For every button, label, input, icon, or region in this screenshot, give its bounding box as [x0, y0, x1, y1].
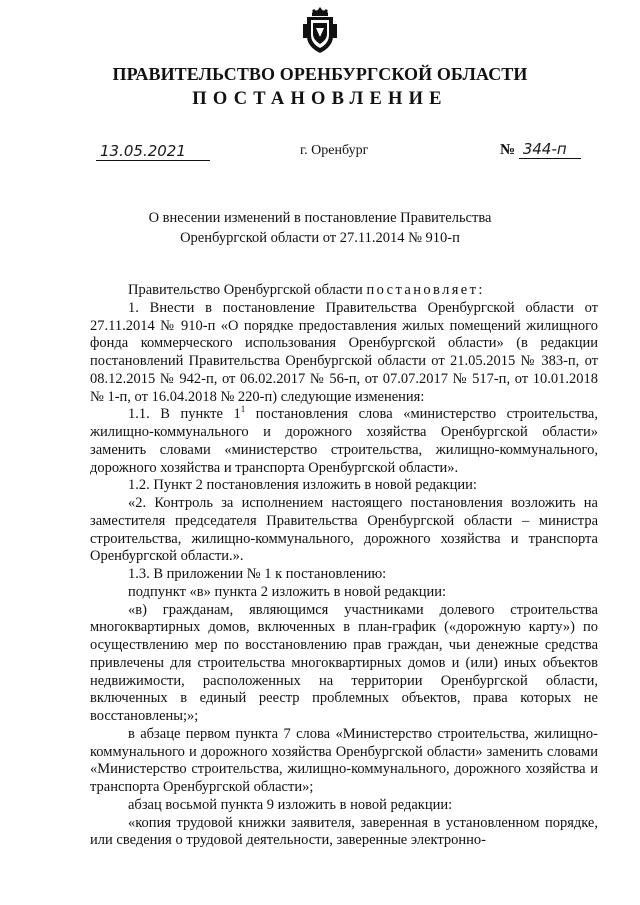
document-subject: [130, 208, 510, 248]
government-title: ПРАВИТЕЛЬСТВО ОРЕНБУРГСКОЙ ОБЛАСТИ: [112, 64, 528, 84]
paragraph-1-1-start: 1.1. В пункте 1: [128, 406, 241, 423]
paragraph-1-3: 1.3. В приложении № 1 к постановлению:: [128, 566, 387, 582]
document-body: [90, 282, 598, 850]
preamble-resolves: постановляет: [366, 282, 479, 298]
superscript-marker: 1: [240, 404, 246, 415]
preamble-tail: :: [478, 282, 483, 298]
subject-line-1: О внесении изменений в постановление Правительства: [148, 210, 492, 226]
paragraph-quote-v: «в) гражданам, являющимся участниками долевого строительства многоквартирных домов, включенных в план-график («дорожную карту») по осуществлению мер по восстановлению прав граждан, чьи денежные средства привлечены для строительства многоквартирных домов и (или) иных объектов недвижимости, расположенных на территории Оренбургской области, включенных в единый реестр проблемных объектов, права которых не восстановлены;»;: [90, 601, 598, 724]
paragraph-1-1-rest: постановления слова «министерство строительства, жилищно-коммунального и дорожного хозяйства Оренбургской области» заменить словами «министерство строительства, жилищно-коммунального, дорожного хозяйства и транспорта Оренбургской области».: [90, 406, 598, 476]
document-date: 13.05.2021: [96, 142, 210, 161]
paragraph-preamble: [90, 282, 598, 300]
paragraph-subitem-v: подпункт «в» пункта 2 изложить в новой редакции:: [128, 583, 447, 600]
paragraph-1-1: [90, 406, 598, 477]
coat-of-arms-emblem: [302, 6, 338, 54]
preamble-lead: Правительство Оренбургской области: [128, 282, 367, 298]
paragraph-1: 1. Внести в постановление Правительства Оренбургской области от 27.11.2014 № 910-п «О порядке предоставления жилых помещений жилищного фонда коммерческого использования Оренбургской области» (в редакции постановлений Правительства Оренбургской области от 21.05.2015 № 383-п, от 08.12.2015 № 942-п, от 06.02.2017 № 56-п, от 07.07.2017 № 517-п, от 10.01.2018 № 1-п, от 16.04.2018 № 220-п) следующие изменения:: [90, 299, 598, 405]
paragraph-clause-7: в абзаце первом пункта 7 слова «Министерство строительства, жилищно-коммунального и дорожного хозяйства Оренбургской области» заменить словами «Министерство строительства, жилищно-коммунального, дорожного хозяйства и транспорта Оренбургской области»;: [90, 725, 598, 795]
document-number: [500, 140, 581, 159]
subject-line-2: Оренбургской области от 27.11.2014 № 910-п: [180, 230, 460, 246]
paragraph-quote-copy: «копия трудовой книжки заявителя, заверенная в установленном порядке, или сведения о трудовой деятельности, заверенные электронно-: [90, 814, 598, 849]
number-value: 344-п: [519, 140, 581, 159]
number-prefix: №: [500, 142, 516, 158]
document-type: ПОСТАНОВЛЕНИЕ: [192, 89, 448, 109]
document-city: г. Оренбург: [300, 143, 369, 158]
paragraph-1-2: 1.2. Пункт 2 постановления изложить в новой редакции:: [128, 477, 477, 494]
paragraph-clause-9: абзац восьмой пункта 9 изложить в новой редакции:: [128, 796, 453, 813]
paragraph-quote-2: «2. Контроль за исполнением настоящего постановления возложить на заместителя председателя Правительства Оренбургской области – министра строительства, жилищно-коммунального, дорожного хозяйства и транспорта Оренбургской области.».: [90, 495, 598, 565]
